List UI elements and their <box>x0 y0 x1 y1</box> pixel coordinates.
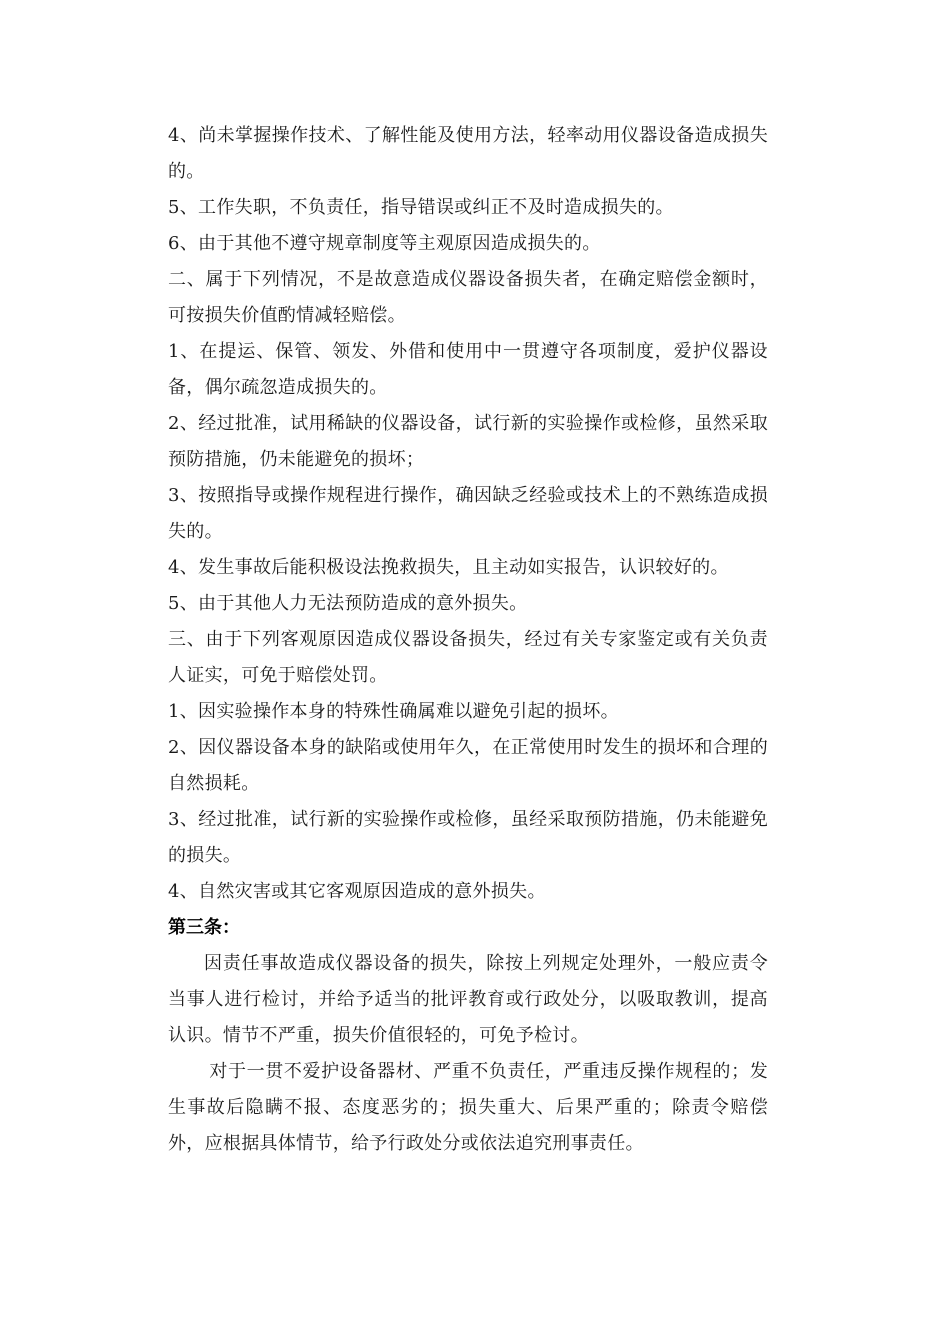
paragraph-item-4-natural-disaster: 4、自然灾害或其它客观原因造成的意外损失。 <box>168 881 546 902</box>
document-page <box>168 118 768 1162</box>
paragraph-item-3-approved-trial: 3、经过批准，试行新的实验操作或检修，虽经采取预防措施，仍未能避免的损失。 <box>168 809 768 866</box>
paragraph-item-5-force-majeure: 5、由于其他人力无法预防造成的意外损失。 <box>168 593 528 614</box>
paragraph-item-2-trial-equipment: 2、经过批准，试用稀缺的仪器设备，试行新的实验操作或检修，虽然采取预防措施，仍未能避免的损坏； <box>168 413 768 470</box>
paragraph-item-3-inexperience: 3、按照指导或操作规程进行操作，确因缺乏经验或技术上的不熟练造成损失的。 <box>168 485 768 542</box>
paragraph-article-three-main: 因责任事故造成仪器设备的损失，除按上列规定处理外，一般应责令当事人进行检讨，并给予适当的批评教育或行政处分，以吸取教训，提高认识。情节不严重，损失价值很轻的，可免予检讨。 <box>168 953 768 1046</box>
paragraph-section-three-heading: 三、由于下列客观原因造成仪器设备损失，经过有关专家鉴定或有关负责人证实，可免于赔偿处罚。 <box>168 629 768 686</box>
paragraph-item-2-equipment-defect: 2、因仪器设备本身的缺陷或使用年久，在正常使用时发生的损坏和合理的自然损耗。 <box>168 737 768 794</box>
section-title-article-three: 第三条： <box>168 917 240 938</box>
paragraph-item-5-negligence: 5、工作失职，不负责任，指导错误或纠正不及时造成损失的。 <box>168 197 674 218</box>
paragraph-item-1-occasional-neglect: 1、在提运、保管、领发、外借和使用中一贯遵守各项制度，爱护仪器设备，偶尔疏忽造成损失的。 <box>168 341 768 398</box>
paragraph-article-three-serious: 对于一贯不爱护设备器材、严重不负责任，严重违反操作规程的；发生事故后隐瞒不报、态度恶劣的；损失重大、后果严重的；除责令赔偿外，应根据具体情节，给予行政处分或依法追究刑事责任。 <box>168 1061 768 1154</box>
paragraph-section-two-heading: 二、属于下列情况，不是故意造成仪器设备损失者，在确定赔偿金额时，可按损失价值酌情减轻赔偿。 <box>168 269 768 326</box>
paragraph-item-1-special-nature: 1、因实验操作本身的特殊性确属难以避免引起的损坏。 <box>168 701 619 722</box>
paragraph-item-4-active-remedy: 4、发生事故后能积极设法挽救损失，且主动如实报告，认识较好的。 <box>168 557 729 578</box>
paragraph-item-4-untrained: 4、尚未掌握操作技术、了解性能及使用方法，轻率动用仪器设备造成损失的。 <box>168 125 768 182</box>
paragraph-item-6-rule-violation: 6、由于其他不遵守规章制度等主观原因造成损失的。 <box>168 233 601 254</box>
